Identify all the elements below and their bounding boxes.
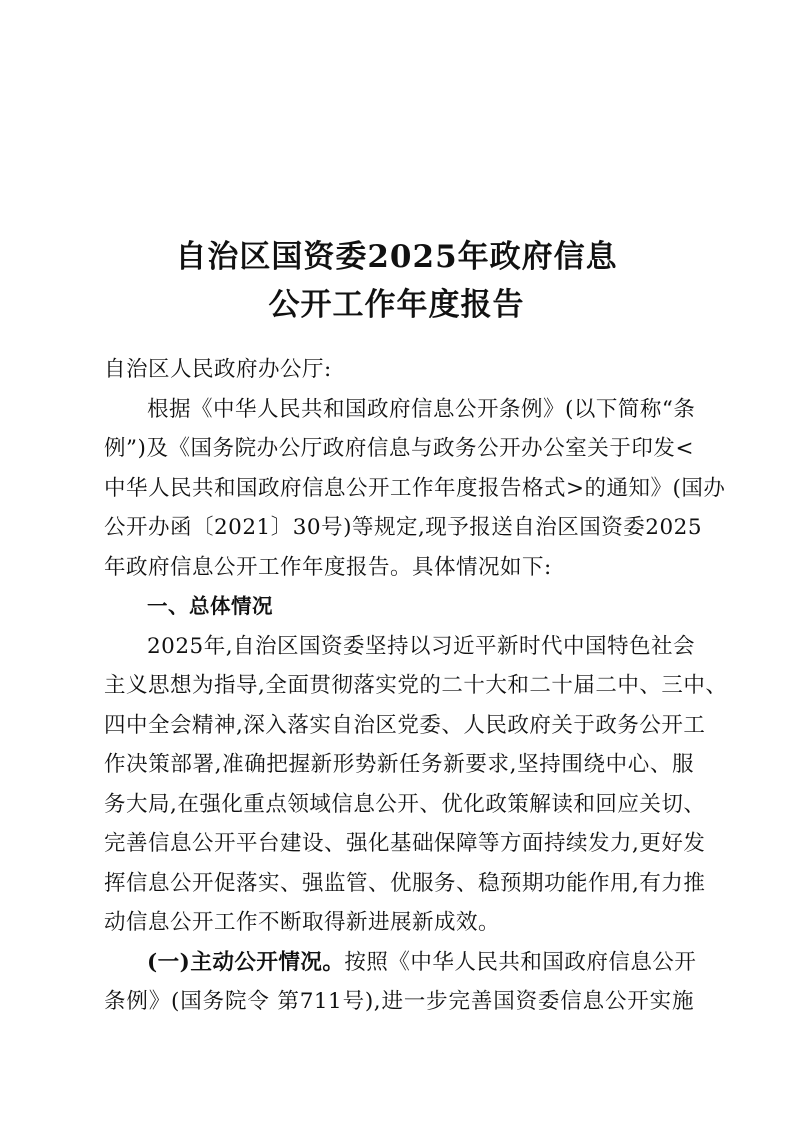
subsection-line: 条例》(国务院令 第711号),进一步完善国资委信息公开实施 (104, 989, 694, 1014)
report-title-line-1: 自治区国资委2025年政府信息 (175, 239, 618, 275)
section-heading: 一、总体情况 (147, 594, 273, 618)
overview-line: 四中全会精神,深入落实自治区党委、人民政府关于政务公开工 (104, 712, 706, 738)
overview-line: 挥信息公开促落实、强监管、优服务、稳预期功能作用,有力推 (104, 870, 706, 896)
intro-line: 年政府信息公开工作年度报告。具体情况如下: (104, 554, 552, 580)
overview-line: 完善信息公开平台建设、强化基础保障等方面持续发力,更好发 (104, 831, 706, 856)
intro-line: 中华人民共和国政府信息公开工作年度报告格式>的通知》(国办 (104, 475, 726, 501)
subsection-label: (一)主动公开情况。 (147, 949, 345, 975)
overview-line: 务大局,在强化重点领域信息公开、优化政策解读和回应关切、 (104, 791, 706, 817)
subsection-text: 按照《中华人民共和国政府信息公开 (344, 949, 697, 975)
overview-line: 作决策部署,准确把握新形势新任务新要求,坚持围绕中心、服 (104, 752, 694, 777)
overview-line: 主义思想为指导,全面贯彻落实党的二十大和二十届二中、三中、 (104, 673, 728, 698)
overview-line: 2025年,自治区国资委坚持以习近平新时代中国特色社会 (147, 633, 696, 659)
report-body (104, 350, 728, 1022)
overview-line: 动信息公开工作不断取得新进展新成效。 (104, 910, 501, 935)
subsection-line (104, 943, 697, 983)
report-title-line-2: 公开工作年度报告 (268, 287, 525, 323)
intro-line: 公开办函〔2021〕30号)等规定,现予报送自治区国资委2025 (104, 515, 703, 540)
intro-line: 根据《中华人民共和国政府信息公开条例》(以下简称“条 (147, 396, 696, 422)
intro-line: 例”)及《国务院办公厅政府信息与政务公开办公室关于印发< (104, 436, 694, 461)
addressee: 自治区人民政府办公厅: (104, 357, 332, 382)
